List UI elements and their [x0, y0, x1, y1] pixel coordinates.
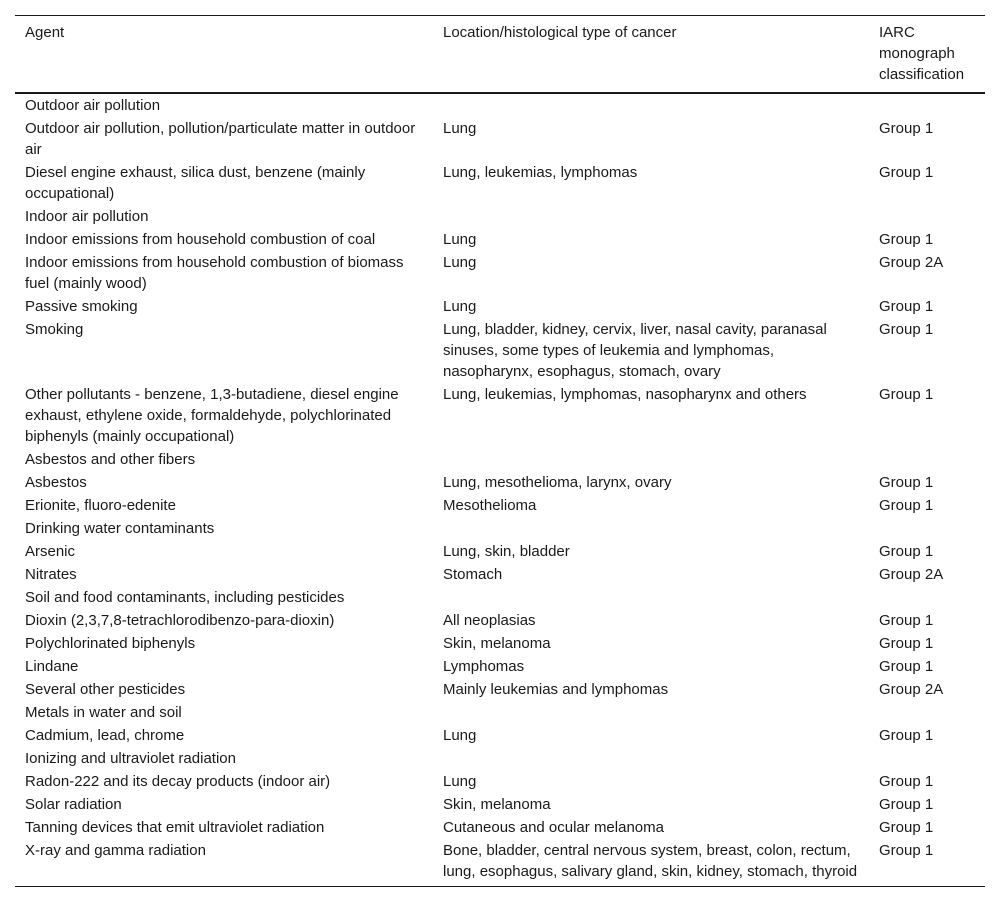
table-row: [15, 228, 985, 251]
agent-cell: Indoor emissions from household combustion of coal: [25, 231, 376, 248]
location-cell: Skin, melanoma: [443, 635, 551, 652]
table-row: [15, 724, 985, 747]
location-cell: Lung: [443, 773, 477, 790]
location-cell: Cutaneous and ocular melanoma: [443, 819, 664, 836]
section-heading: Asbestos and other fibers: [25, 451, 196, 468]
agent-cell: Diesel engine exhaust, silica dust, benzene (mainly occupational): [25, 164, 366, 202]
iarc-cell: Group 2A: [879, 566, 944, 583]
location-cell: Lung: [443, 254, 477, 271]
iarc-cell: Group 1: [879, 120, 934, 137]
table-row: [15, 839, 985, 887]
table-row: [15, 793, 985, 816]
table-row: [15, 295, 985, 318]
table-row: [15, 563, 985, 586]
iarc-cell: Group 1: [879, 819, 934, 836]
header-location: Location/histological type of cancer: [443, 24, 677, 41]
section-heading: Indoor air pollution: [25, 208, 149, 225]
iarc-cell: Group 1: [879, 164, 934, 181]
table-row: [15, 251, 985, 295]
iarc-cell: Group 1: [879, 727, 934, 744]
location-cell: Lung, skin, bladder: [443, 543, 570, 560]
section-heading: Soil and food contaminants, including pesticides: [25, 589, 345, 606]
table-row: [15, 318, 985, 383]
iarc-cell: Group 2A: [879, 681, 944, 698]
table-row: [15, 816, 985, 839]
iarc-cell: Group 1: [879, 635, 934, 652]
location-cell: All neoplasias: [443, 612, 536, 629]
agent-cell: X-ray and gamma radiation: [25, 842, 206, 859]
iarc-cell: Group 1: [879, 796, 934, 813]
location-cell: Mainly leukemias and lymphomas: [443, 681, 669, 698]
location-cell: Lung, leukemias, lymphomas, nasopharynx and others: [443, 386, 807, 403]
table-row: [15, 161, 985, 205]
table-row: [15, 655, 985, 678]
location-cell: Lung: [443, 727, 477, 744]
iarc-cell: Group 1: [879, 298, 934, 315]
agent-cell: Nitrates: [25, 566, 77, 583]
iarc-cell: Group 1: [879, 321, 934, 338]
header-row: [15, 16, 985, 94]
agent-cell: Polychlorinated biphenyls: [25, 635, 196, 652]
agent-cell: Dioxin (2,3,7,8-tetrachlorodibenzo-para-dioxin): [25, 612, 335, 629]
table-row: [15, 383, 985, 448]
location-cell: Stomach: [443, 566, 503, 583]
location-cell: Lung: [443, 120, 477, 137]
location-cell: Lung, leukemias, lymphomas: [443, 164, 638, 181]
section-heading: Outdoor air pollution: [25, 97, 161, 114]
section-heading: Metals in water and soil: [25, 704, 182, 721]
agent-cell: Outdoor air pollution, pollution/particulate matter in outdoor air: [25, 120, 416, 158]
location-cell: Lymphomas: [443, 658, 525, 675]
section-row: [15, 93, 985, 117]
agent-cell: Solar radiation: [25, 796, 122, 813]
agent-cell: Passive smoking: [25, 298, 138, 315]
table-row: [15, 632, 985, 655]
table-row: [15, 117, 985, 161]
section-heading: Ionizing and ultraviolet radiation: [25, 750, 236, 767]
section-row: [15, 448, 985, 471]
iarc-cell: Group 1: [879, 231, 934, 248]
header-iarc-classification: IARC monograph classification: [879, 24, 965, 83]
section-row: [15, 701, 985, 724]
carcinogen-table: [15, 15, 985, 887]
iarc-cell: Group 1: [879, 543, 934, 560]
agent-cell: Smoking: [25, 321, 84, 338]
location-cell: Lung: [443, 298, 477, 315]
location-cell: Lung, mesothelioma, larynx, ovary: [443, 474, 672, 491]
iarc-cell: Group 1: [879, 386, 934, 403]
carcinogen-table-container: [15, 15, 985, 887]
agent-cell: Lindane: [25, 658, 79, 675]
iarc-cell: Group 1: [879, 842, 934, 859]
location-cell: Skin, melanoma: [443, 796, 551, 813]
iarc-cell: Group 2A: [879, 254, 944, 271]
agent-cell: Other pollutants - benzene, 1,3-butadiene, diesel engine exhaust, ethylene oxide, formaldehyde, polychlorinated biphenyls (mainly occupational): [25, 386, 399, 445]
section-row: [15, 205, 985, 228]
agent-cell: Erionite, fluoro-edenite: [25, 497, 176, 514]
iarc-cell: Group 1: [879, 612, 934, 629]
header-agent: Agent: [25, 24, 65, 41]
table-row: [15, 678, 985, 701]
agent-cell: Several other pesticides: [25, 681, 186, 698]
agent-cell: Indoor emissions from household combustion of biomass fuel (mainly wood): [25, 254, 404, 292]
table-body: [15, 93, 985, 887]
agent-cell: Tanning devices that emit ultraviolet radiation: [25, 819, 325, 836]
iarc-cell: Group 1: [879, 497, 934, 514]
agent-cell: Radon-222 and its decay products (indoor air): [25, 773, 331, 790]
agent-cell: Cadmium, lead, chrome: [25, 727, 185, 744]
table-row: [15, 471, 985, 494]
iarc-cell: Group 1: [879, 773, 934, 790]
location-cell: Mesothelioma: [443, 497, 537, 514]
agent-cell: Arsenic: [25, 543, 76, 560]
location-cell: Lung: [443, 231, 477, 248]
iarc-cell: Group 1: [879, 658, 934, 675]
table-row: [15, 770, 985, 793]
agent-cell: Asbestos: [25, 474, 87, 491]
location-cell: Lung, bladder, kidney, cervix, liver, nasal cavity, paranasal sinuses, some types of leukemia and lymphomas, nasopharynx, esophagus, stomach, ovary: [443, 321, 827, 380]
section-row: [15, 517, 985, 540]
table-row: [15, 540, 985, 563]
location-cell: Bone, bladder, central nervous system, breast, colon, rectum, lung, esophagus, salivary gland, skin, kidney, stomach, thyroid: [443, 842, 858, 880]
table-row: [15, 609, 985, 632]
section-heading: Drinking water contaminants: [25, 520, 215, 537]
table-row: [15, 494, 985, 517]
iarc-cell: Group 1: [879, 474, 934, 491]
section-row: [15, 586, 985, 609]
section-row: [15, 747, 985, 770]
table-header: [15, 16, 985, 94]
